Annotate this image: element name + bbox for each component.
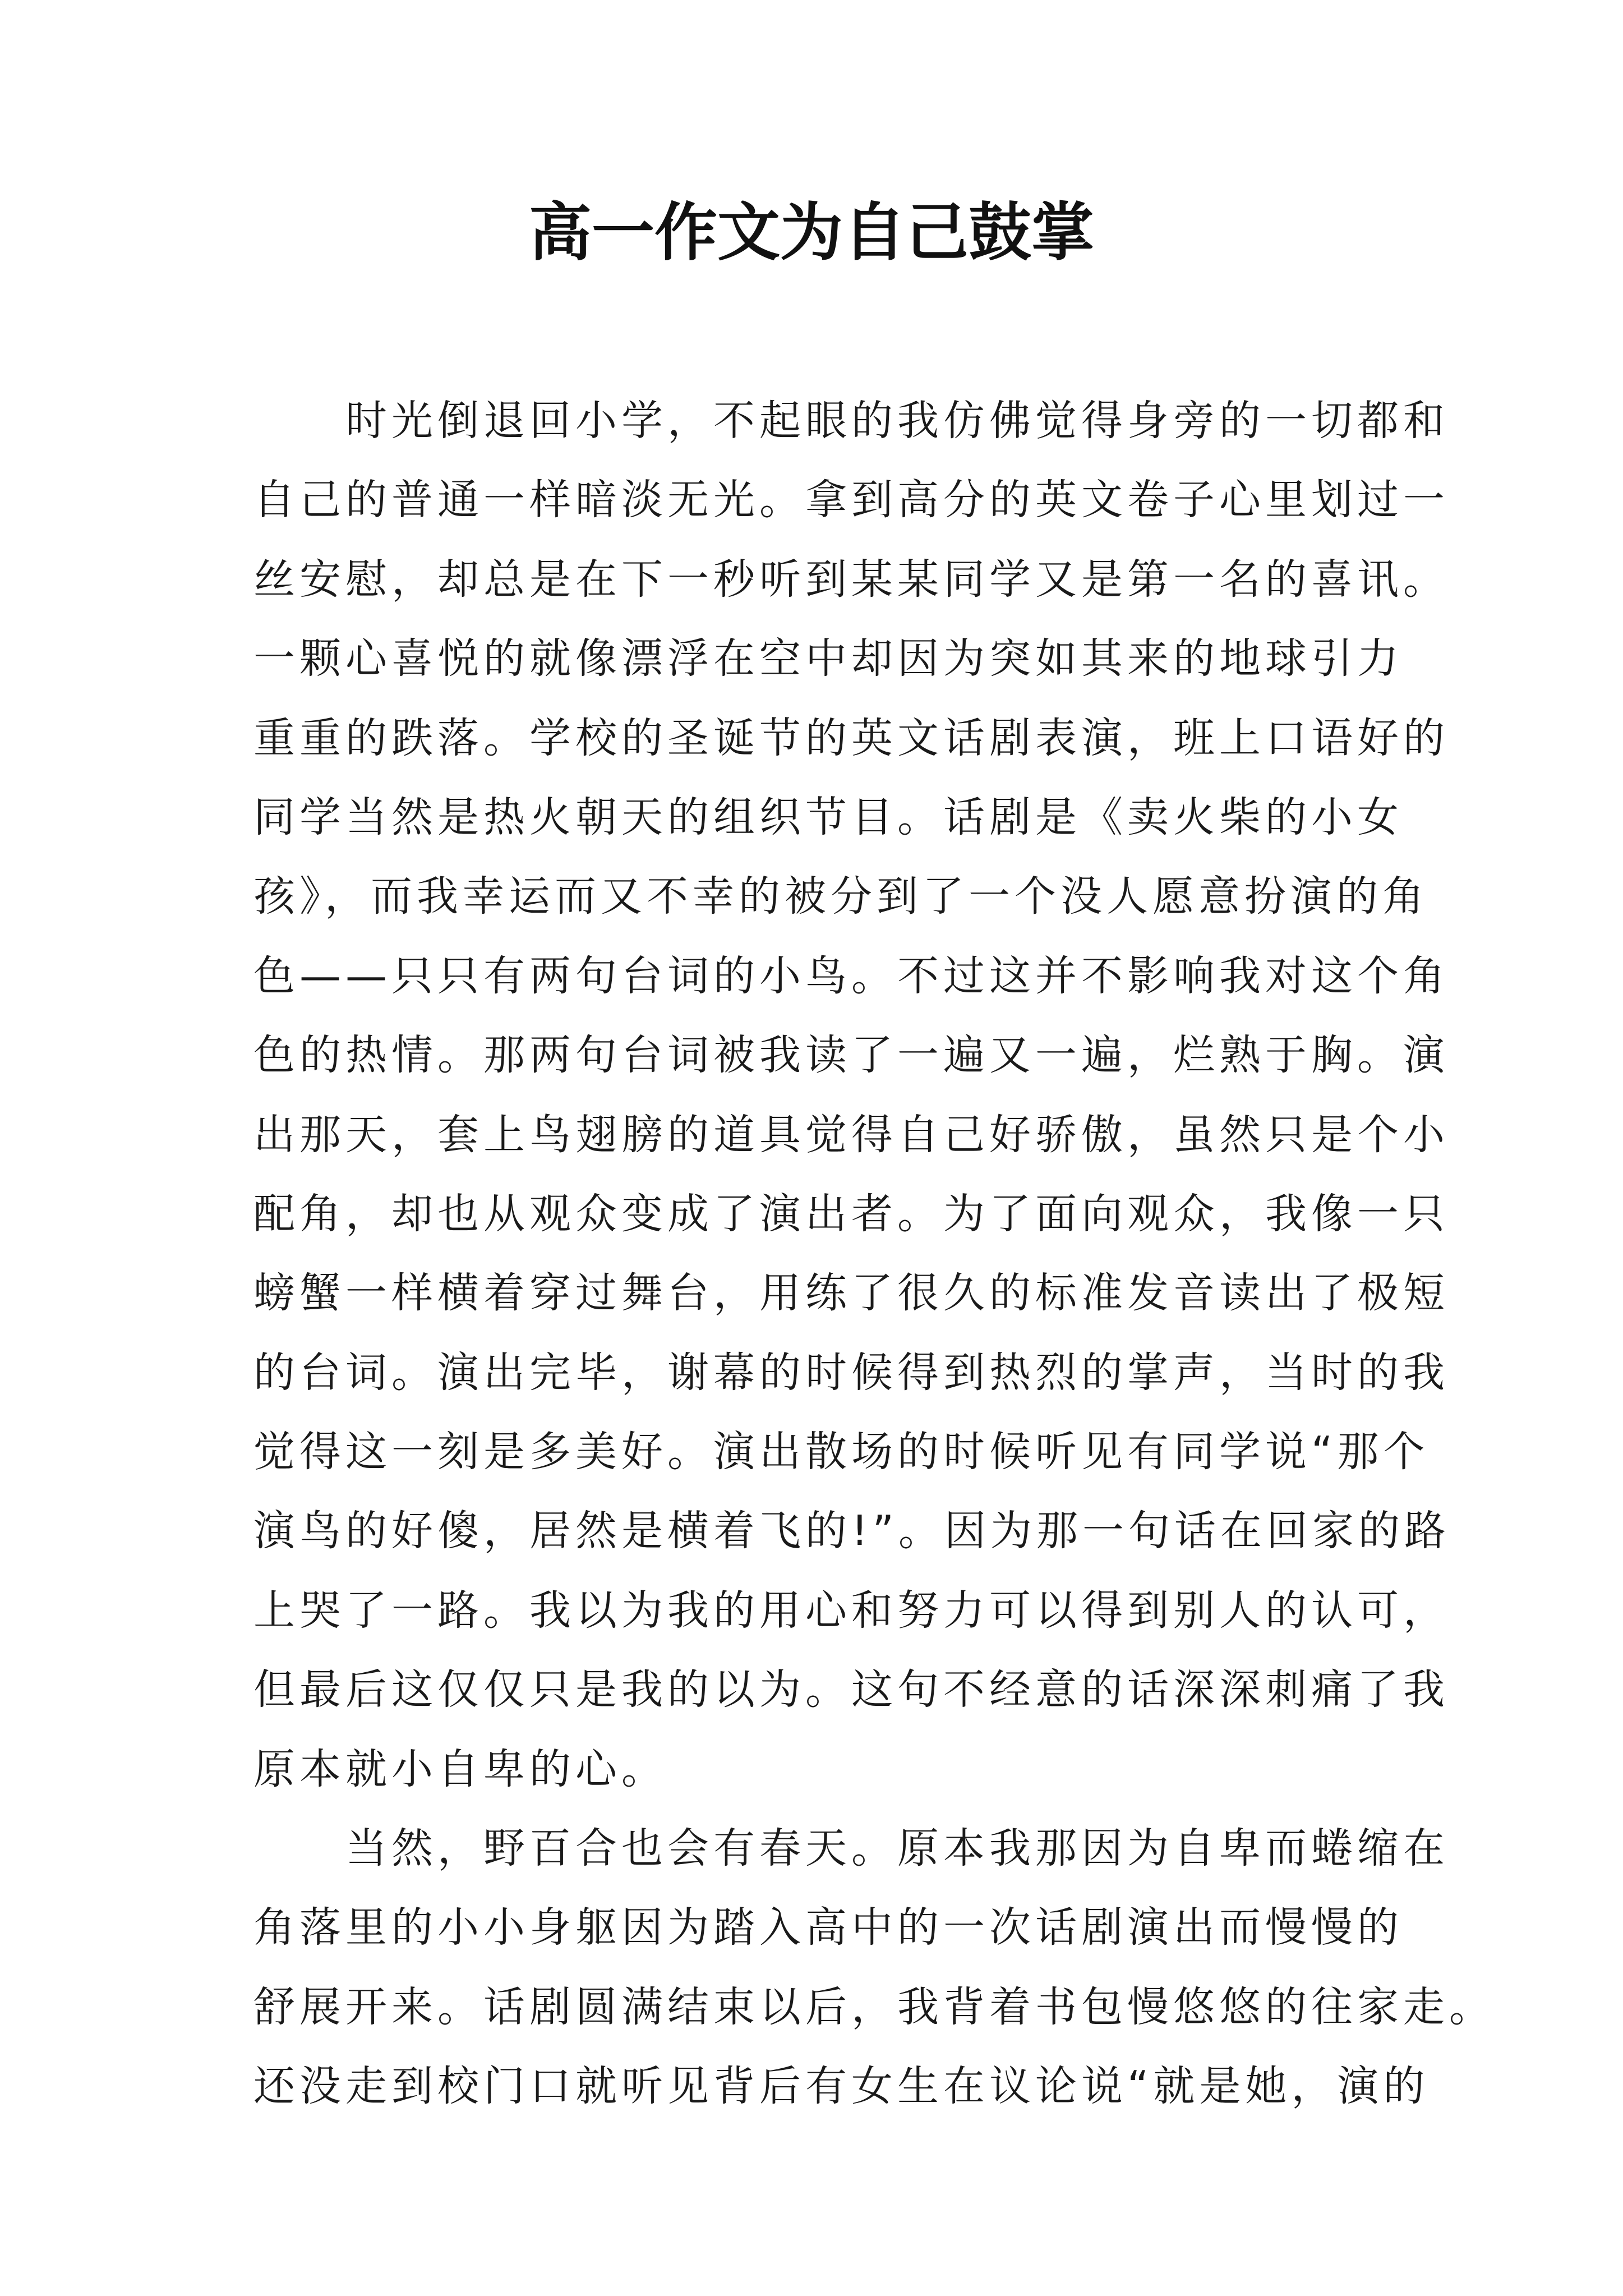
- text-line: 色的热情。那两句台词被我读了一遍又一遍，烂熟于胸。演: [253, 1031, 1449, 1080]
- text-line: 演鸟的好傻，居然是横着飞的!”。因为那一句话在回家的路: [253, 1507, 1450, 1556]
- text-line: 的台词。演出完毕，谢幕的时候得到热烈的掌声，当时的我: [253, 1348, 1449, 1397]
- text-line: 同学当然是热火朝天的组织节目。话剧是《卖火柴的小女: [253, 793, 1403, 841]
- text-line: 配角，却也从观众变成了演出者。为了面向观众，我像一只: [253, 1189, 1449, 1238]
- text-line: 自己的普通一样暗淡无光。拿到高分的英文卷子心里划过一: [253, 476, 1449, 524]
- text-line: 角落里的小小身躯因为踏入高中的一次话剧演出而慢慢的: [253, 1903, 1403, 1952]
- text-line: 重重的跌落。学校的圣诞节的英文话剧表演，班上口语好的: [253, 714, 1449, 762]
- text-line: 出那天，套上鸟翅膀的道具觉得自己好骄傲，虽然只是个小: [253, 1110, 1449, 1159]
- text-line: 螃蟹一样横着穿过舞台，用练了很久的标准发音读出了极短: [253, 1269, 1449, 1318]
- text-line: 舒展开来。话剧圆满结束以后，我背着书包慢悠悠的往家走。: [253, 1982, 1495, 2031]
- text-line: 孩》，而我幸运而又不幸的被分到了一个没人愿意扮演的角: [253, 872, 1428, 921]
- text-line: 上哭了一路。我以为我的用心和努力可以得到别人的认可，: [253, 1586, 1449, 1635]
- page-title: 高一作文为自己鼓掌: [529, 196, 1094, 269]
- text-line: 丝安慰，却总是在下一秒听到某某同学又是第一名的喜讯。: [253, 555, 1449, 604]
- essay-body: [253, 381, 1495, 2127]
- text-line: 还没走到校门口就听见背后有女生在议论说“就是她，演的: [253, 2062, 1430, 2111]
- text-line: 一颗心喜悦的就像漂浮在空中却因为突如其来的地球引力: [253, 634, 1403, 683]
- text-line: 但最后这仅仅只是我的以为。这句不经意的话深深刺痛了我: [253, 1665, 1449, 1714]
- text-line: 觉得这一刻是多美好。演出散场的时候听见有同学说“那个: [253, 1428, 1430, 1476]
- text-line: 时光倒退回小学，不起眼的我仿佛觉得身旁的一切都和: [253, 397, 1449, 445]
- text-line: 当然，野百合也会有春天。原本我那因为自卑而蜷缩在: [253, 1824, 1449, 1873]
- text-line: 原本就小自卑的心。: [253, 1745, 667, 1793]
- text-line: 色——只只有两句台词的小鸟。不过这并不影响我对这个角: [253, 951, 1449, 1000]
